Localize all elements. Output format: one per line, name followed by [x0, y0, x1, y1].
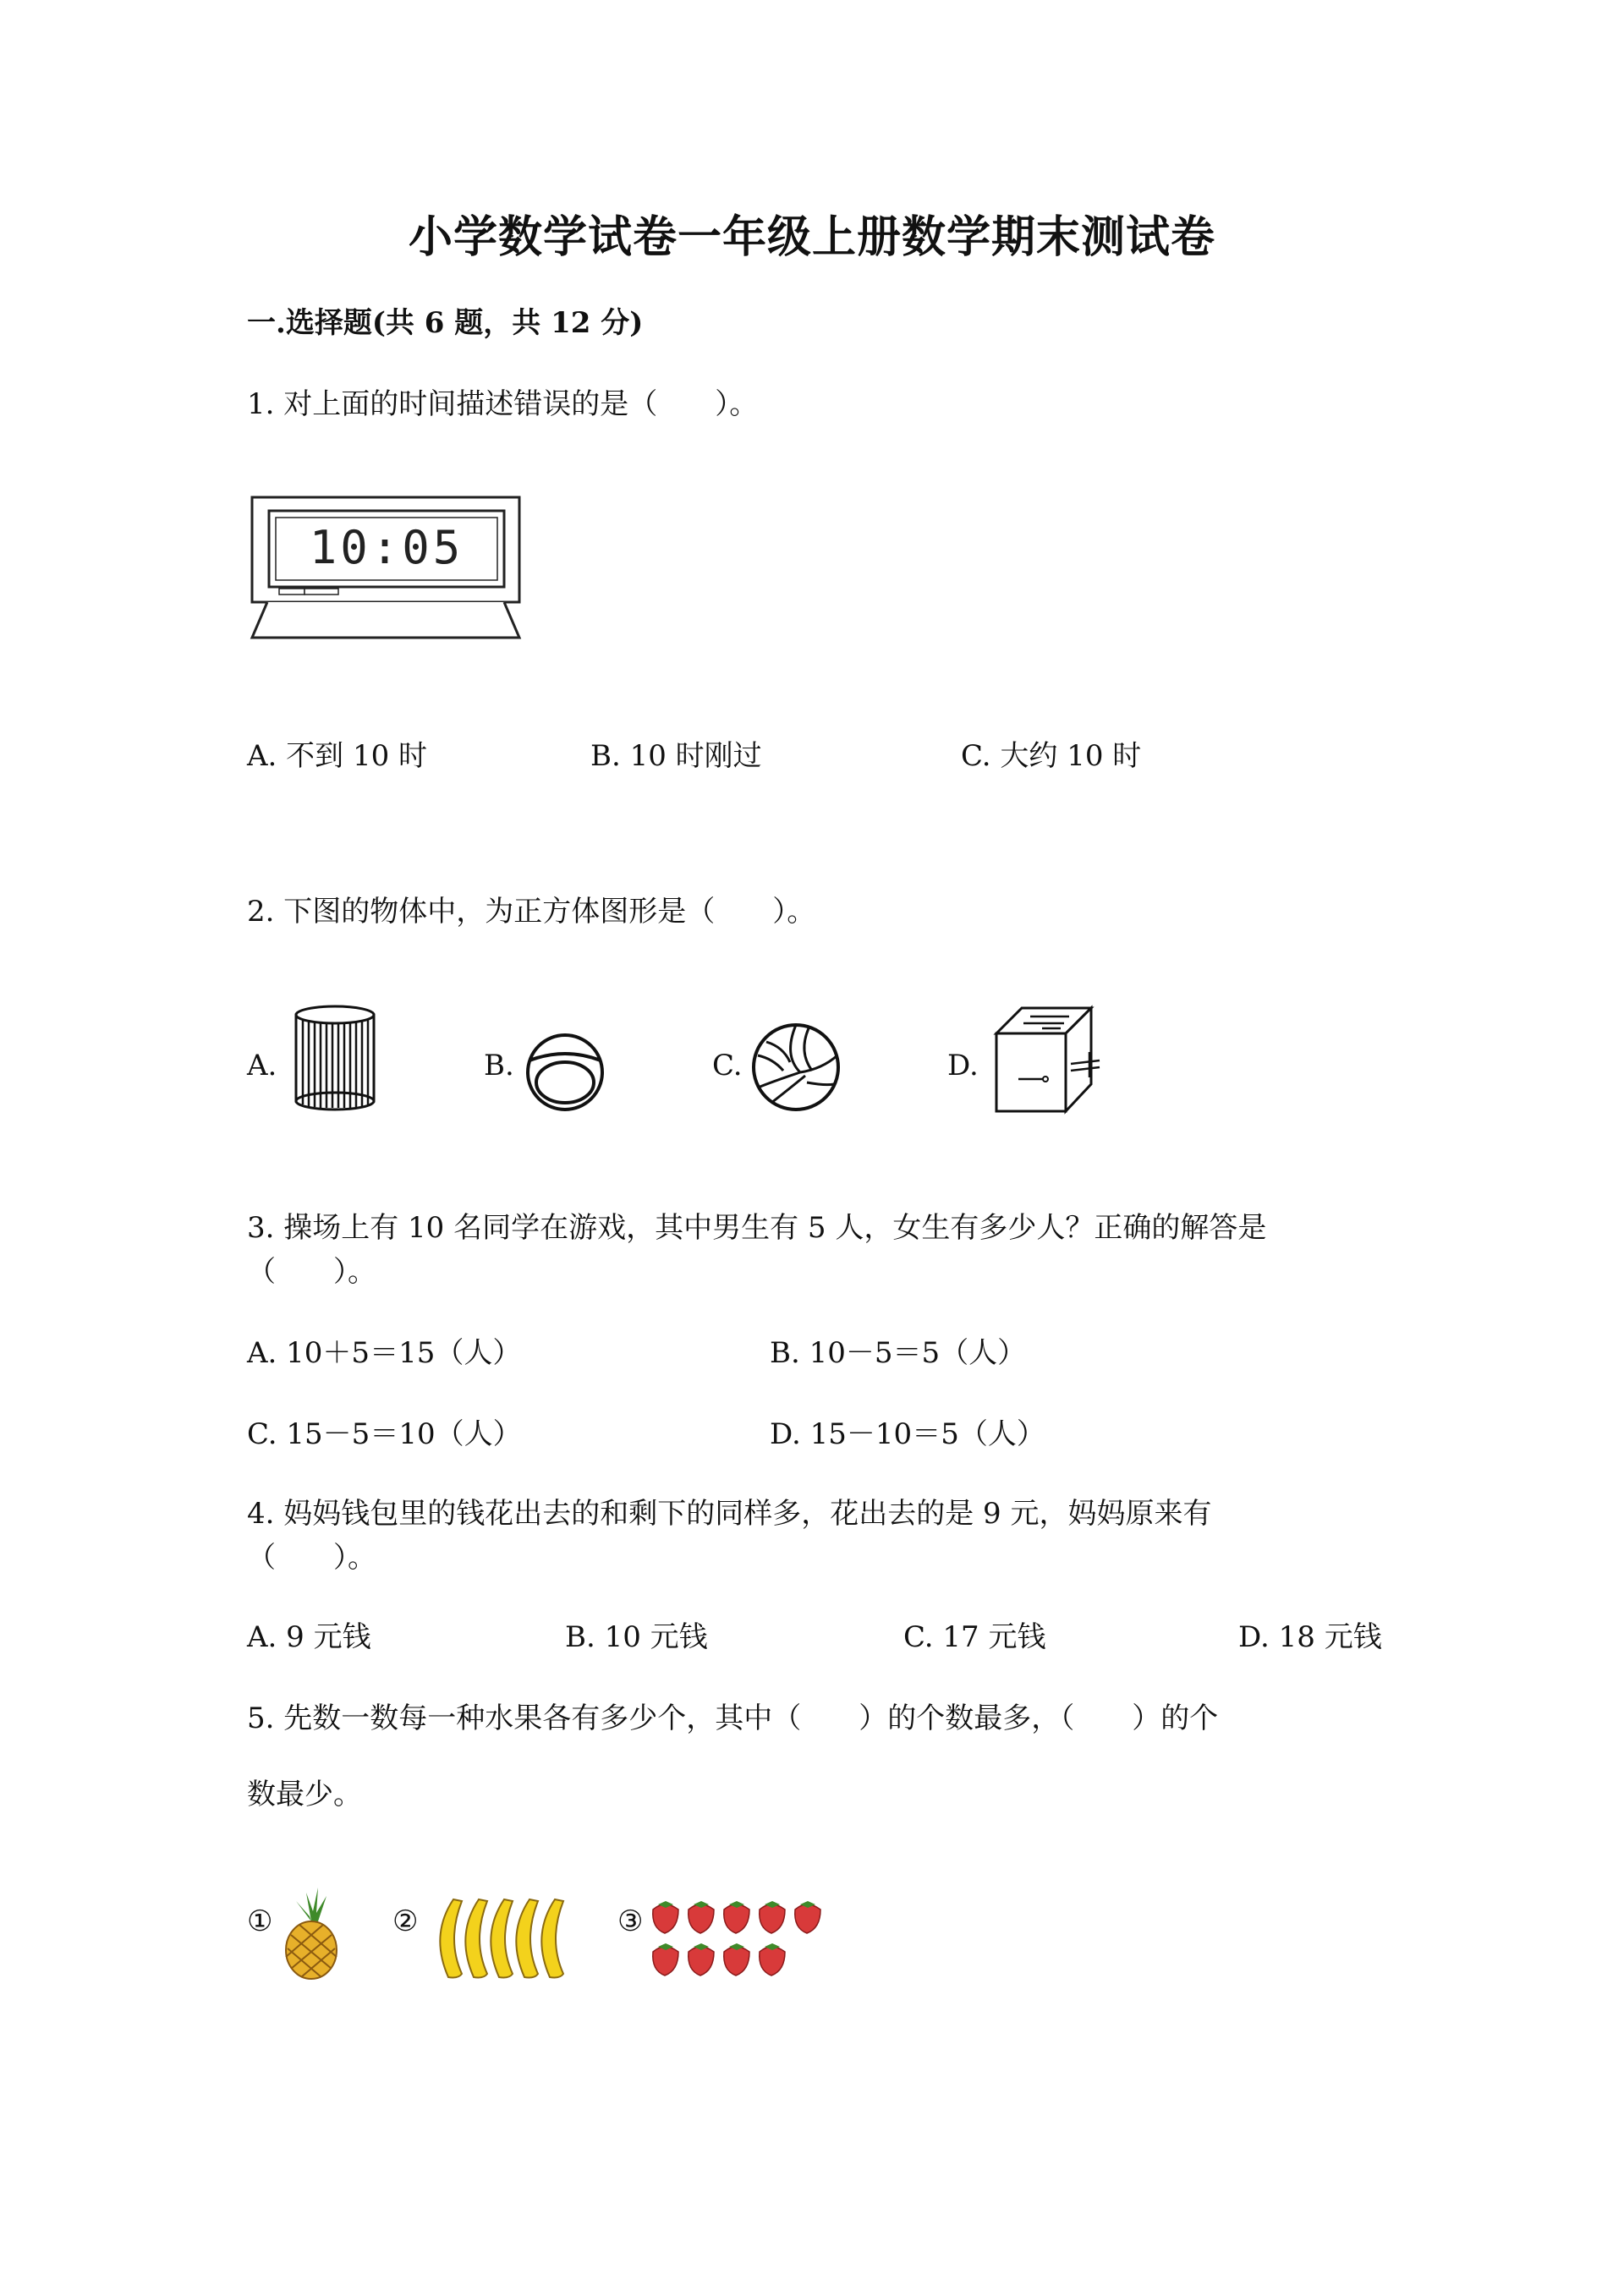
- q2-option-a[interactable]: A.: [247, 1049, 277, 1082]
- cylinder-icon: [293, 1005, 377, 1111]
- question-3-text-line2: （ ）。: [247, 1255, 376, 1289]
- volleyball-icon: [749, 1022, 842, 1113]
- clock-display-text: 10:05: [309, 521, 464, 574]
- question-2-text: 2. 下图的物体中，为正方体图形是（ ）。: [247, 895, 816, 929]
- fruit-label-2: ②: [392, 1904, 419, 1938]
- q1-option-b[interactable]: B. 10 时刚过: [590, 739, 762, 773]
- fruit-label-1: ①: [247, 1904, 273, 1938]
- section-heading: 一.选择题(共 6 题，共 12 分): [247, 306, 644, 340]
- question-5-text-line1: 5. 先数一数每一种水果各有多少个，其中（ ）的个数最多，（ ）的个: [247, 1701, 1219, 1735]
- q3-option-d[interactable]: D. 15－10＝5（人）: [770, 1417, 1045, 1451]
- q2-option-c[interactable]: C.: [712, 1049, 743, 1082]
- q2-option-b[interactable]: B.: [484, 1049, 514, 1082]
- question-4-text-line2: （ ）。: [247, 1541, 376, 1575]
- strawberry-icon: [650, 1898, 829, 1979]
- page-title: 小学数学试卷一年级上册数学期末测试卷: [408, 211, 1215, 263]
- q1-option-a[interactable]: A. 不到 10 时: [247, 739, 428, 773]
- q3-option-c[interactable]: C. 15－5＝10（人）: [247, 1417, 522, 1451]
- fruit-label-3: ③: [617, 1904, 644, 1938]
- q2-option-d[interactable]: D.: [947, 1049, 979, 1082]
- alarm-clock-icon: [250, 496, 524, 639]
- bowl-icon: [523, 1030, 607, 1113]
- q4-option-b[interactable]: B. 10 元钱: [565, 1620, 708, 1654]
- q4-option-d[interactable]: D. 18 元钱: [1238, 1620, 1382, 1654]
- pineapple-icon: [281, 1888, 342, 1981]
- q4-option-c[interactable]: C. 17 元钱: [903, 1620, 1046, 1654]
- question-5-text-line2: 数最少。: [247, 1778, 362, 1811]
- q4-option-a[interactable]: A. 9 元钱: [247, 1620, 371, 1654]
- banana-icon: [428, 1893, 568, 1982]
- box-icon: [993, 1005, 1108, 1115]
- q3-option-b[interactable]: B. 10－5＝5（人）: [770, 1336, 1027, 1370]
- question-4-text-line1: 4. 妈妈钱包里的钱花出去的和剩下的同样多，花出去的是 9 元，妈妈原来有: [247, 1497, 1212, 1531]
- question-1-text: 1. 对上面的时间描述错误的是（ ）。: [247, 387, 759, 421]
- q1-option-c[interactable]: C. 大约 10 时: [961, 739, 1142, 773]
- q3-option-a[interactable]: A. 10＋5＝15（人）: [247, 1336, 522, 1370]
- question-3-text-line1: 3. 操场上有 10 名同学在游戏，其中男生有 5 人，女生有多少人？正确的解答是: [247, 1211, 1267, 1245]
